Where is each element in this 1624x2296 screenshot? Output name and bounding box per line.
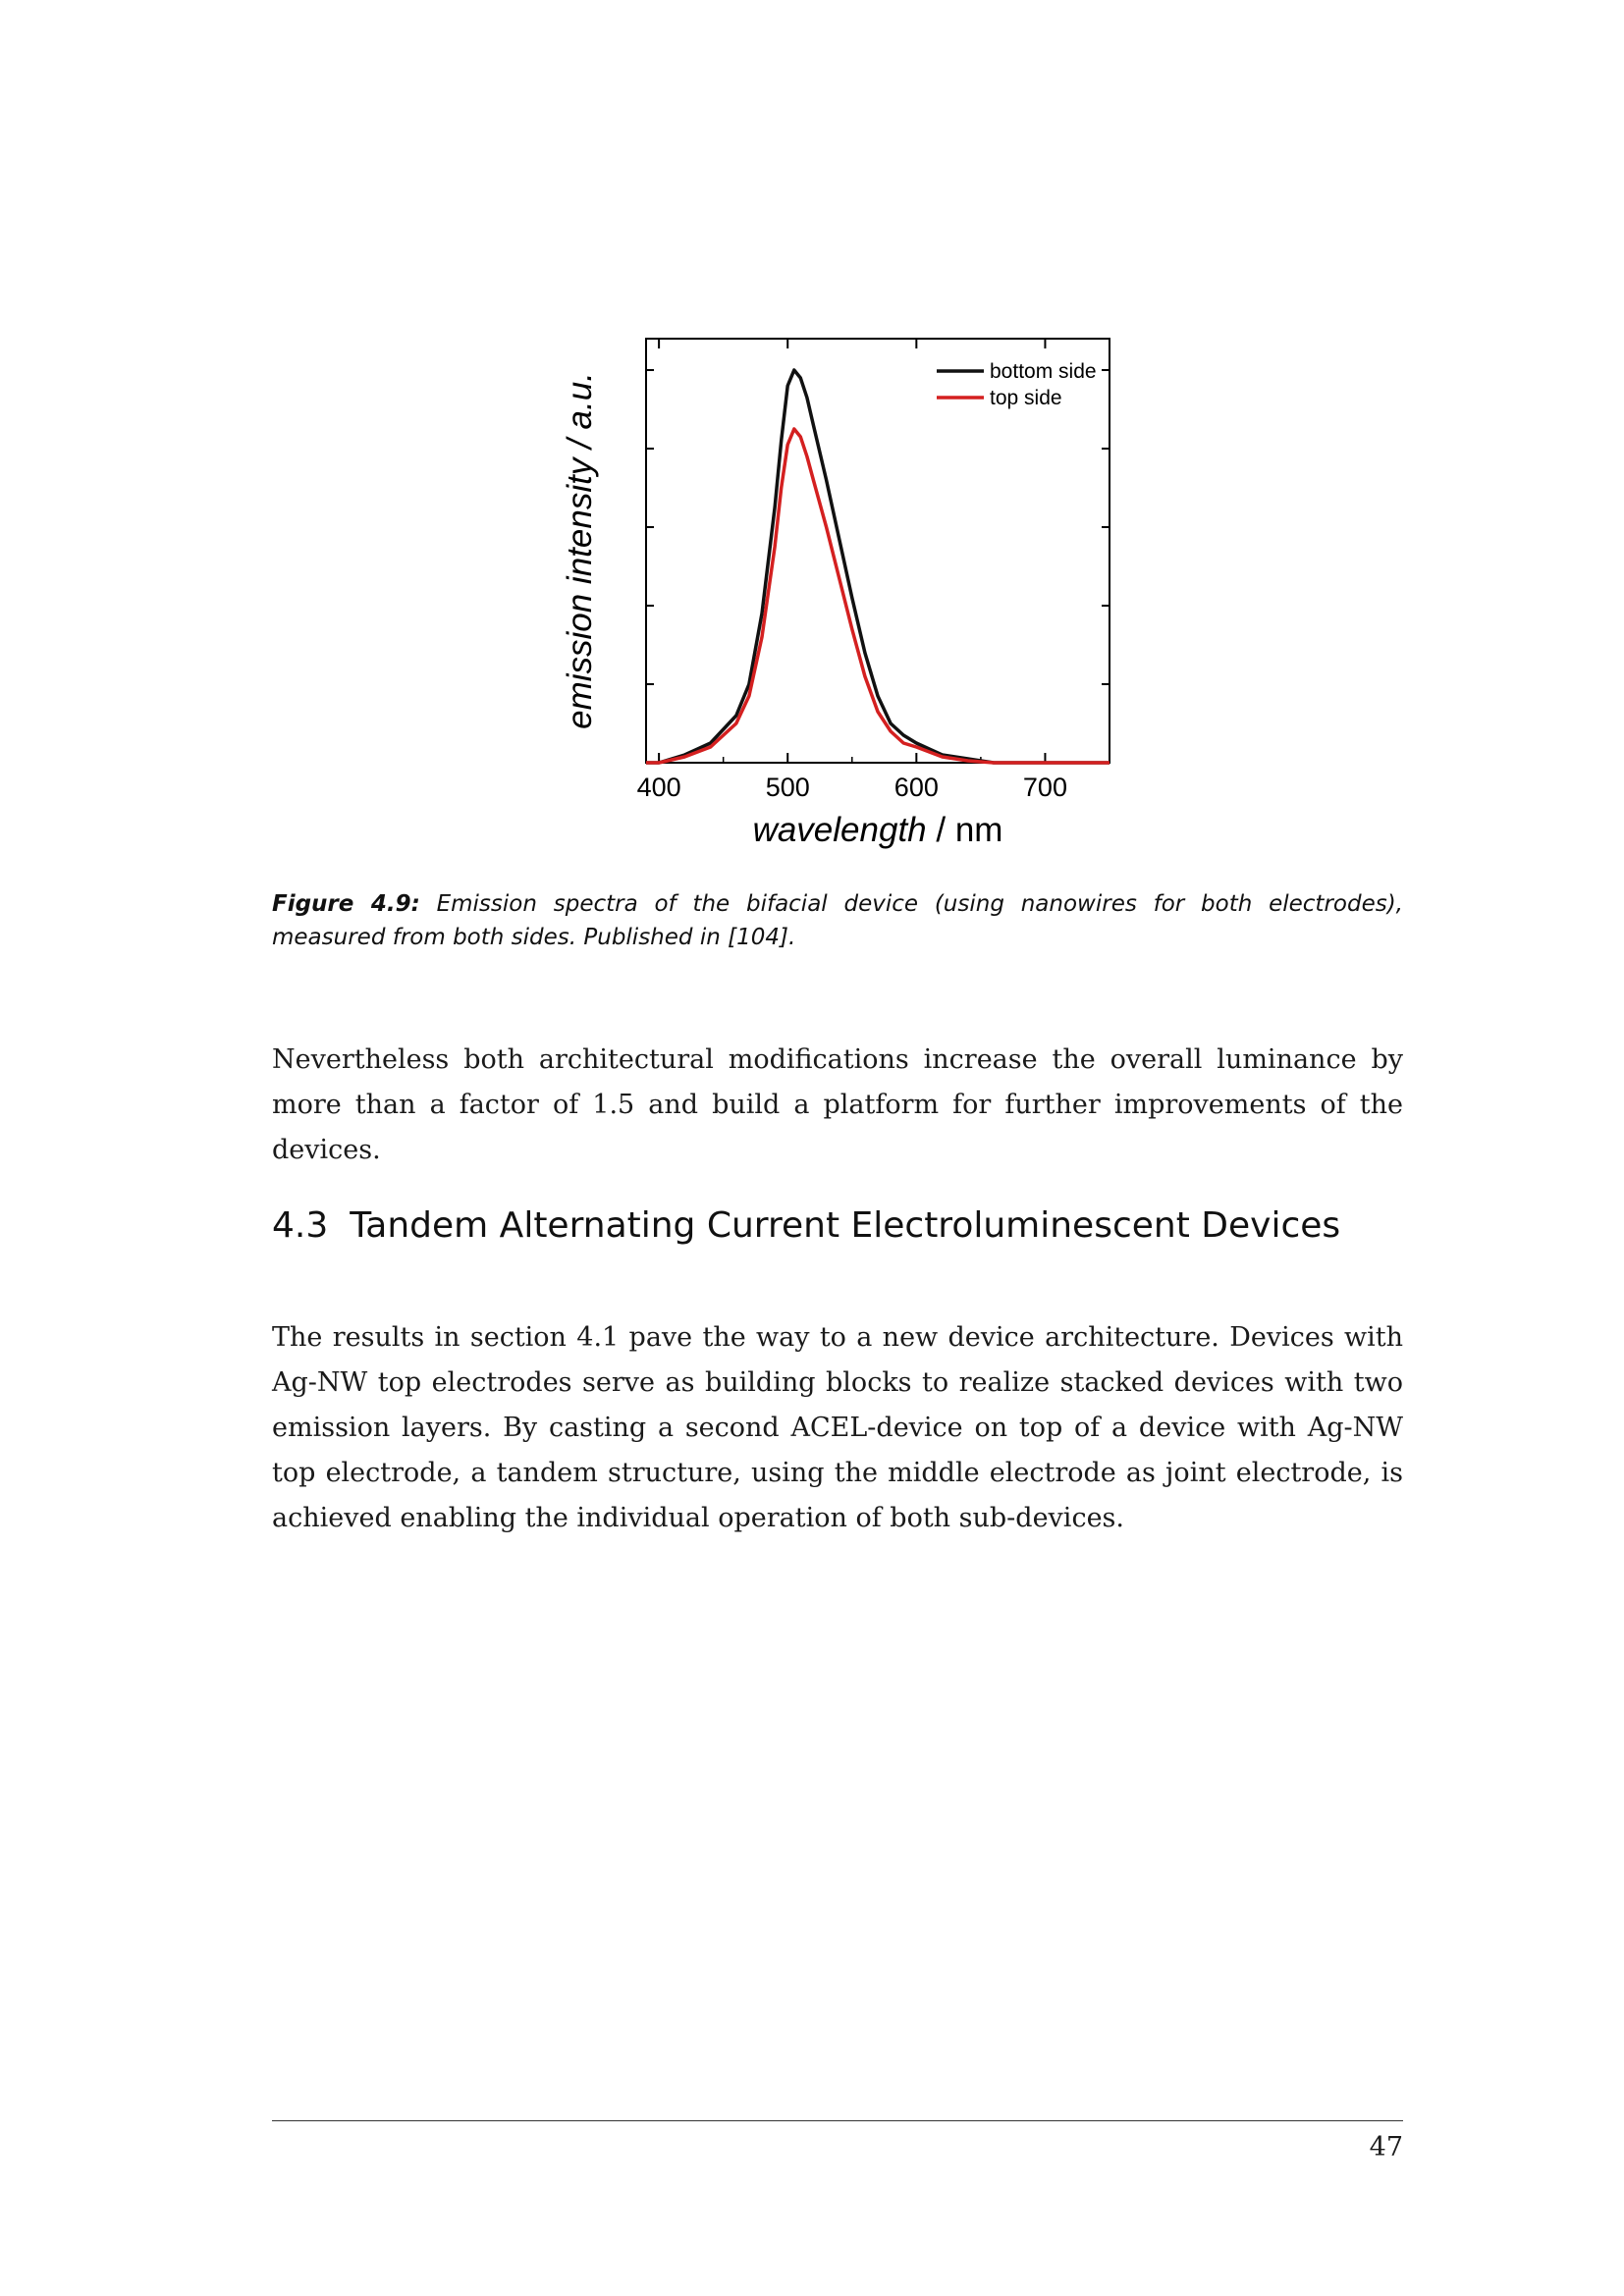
y-axis-label: emission intensity / a.u. [561,372,599,729]
section-heading [272,1205,1340,1246]
paragraph-luminance: Nevertheless both architectural modifications increase the overall luminance by more than a factor of 1.5 and build a platform for further improvements of the devices. [272,1044,1403,1165]
x-tick-label: 600 [893,773,939,802]
figure-caption [272,887,1403,954]
x-axis-label-italic: wavelength [752,811,927,849]
x-tick-label: 500 [765,773,810,802]
emission-spectra-chart [530,319,1139,888]
legend-label: bottom side [990,360,1097,383]
section-number: 4.3 [272,1205,329,1246]
chart-legend [937,360,1097,409]
page-number: 47 [1369,2132,1403,2163]
paragraph-tandem-intro: The results in section 4.1 pave the way to a new device architecture. Devices with Ag-NW top electrodes serve as building blocks to realize stacked devices with two emission layers. By casting a second ACEL-device on top of a device with Ag-NW top electrode, a tandem structure, using the middle electrode as joint electrode, is achieved enabling the individual operation of both sub-devices. [272,1322,1403,1533]
x-axis-label [753,811,1003,849]
figure-caption-label: Figure 4.9: [272,891,420,917]
series-line-bottom-side [646,370,1110,763]
legend-label: top side [990,387,1062,409]
footer-rule [272,2120,1403,2121]
figure-caption-text: Emission spectra of the bifacial device (using nanowires for both electrodes), measured from both sides. Published in [104]. [272,891,1403,950]
x-tick-label: 400 [636,773,681,802]
x-axis-label-unit: / nm [926,811,1003,849]
section-title: Tandem Alternating Current Electroluminescent Devices [350,1205,1341,1246]
series-line-top-side [646,429,1110,763]
emission-spectra-figure [530,319,1139,888]
x-tick-label: 700 [1022,773,1067,802]
